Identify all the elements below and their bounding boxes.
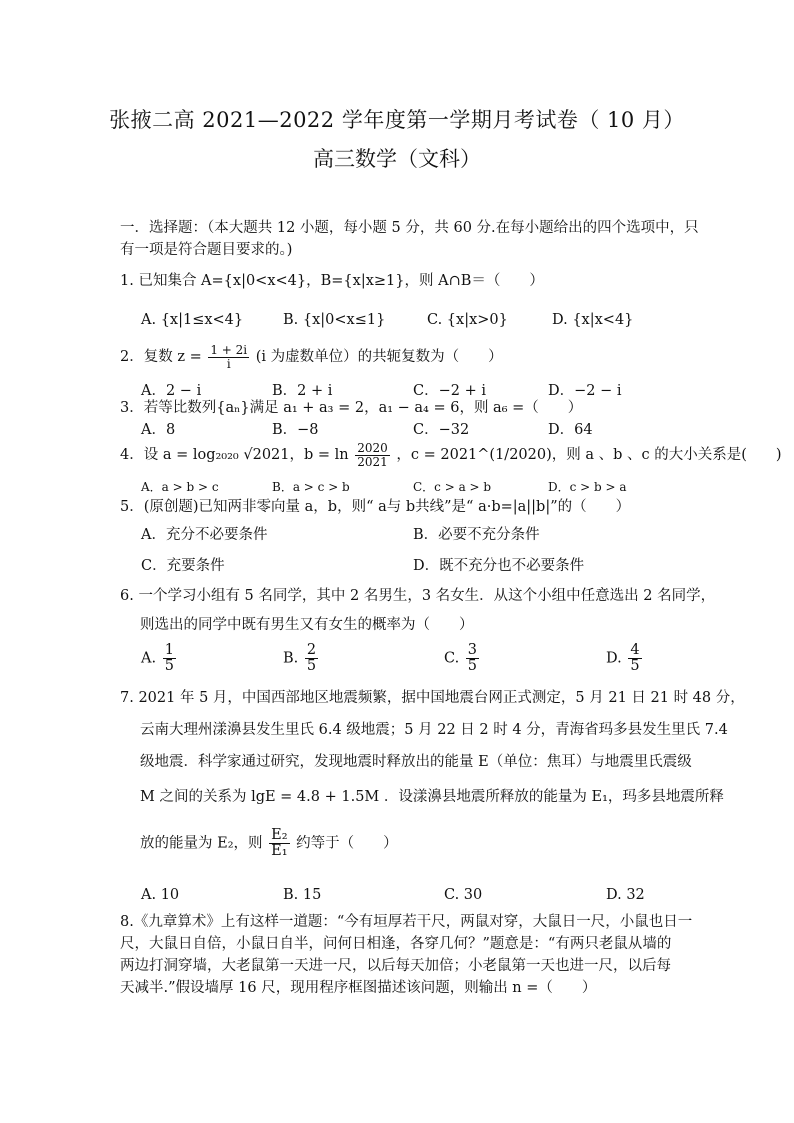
- q2-option-c: C．−2 + i: [413, 383, 486, 399]
- q7-option-a: A. 10: [141, 887, 180, 903]
- q5-option-b: B．必要不充分条件: [413, 527, 540, 543]
- q7-energy-ratio: [269, 828, 289, 859]
- section-header-line2: 有一项是符合题目要求的。): [120, 242, 293, 258]
- q2-option-a: A．2 − i: [141, 383, 202, 399]
- q6-option-b-label: B.: [283, 650, 299, 667]
- q1-option-d: D. {x|x<4}: [552, 312, 634, 328]
- q1-option-c: C. {x|x>0}: [427, 312, 508, 328]
- section-header-line1: 一．选择题：（本大题共 12 小题，每小题 5 分，共 60 分.在每小题给出的四个选项中，只: [120, 220, 699, 236]
- q6-line2: 则选出的同学中既有男生又有女生的概率为（ ）: [140, 617, 474, 633]
- q4-option-b: B．a > c > b: [272, 480, 350, 494]
- q3-option-a: A．8: [141, 422, 176, 438]
- q6-option-c-label: C.: [444, 650, 460, 667]
- q6-option-d-numerator: 4: [630, 642, 640, 658]
- q4-prefix: 4．设 a = log₂₀₂₀ √2021，b = ln: [120, 447, 349, 464]
- q2-stem: [120, 344, 675, 370]
- q7-ratio-numerator: E₂: [271, 827, 288, 843]
- q6-option-a-fraction: [163, 643, 176, 674]
- q7-option-c: C. 30: [444, 887, 483, 903]
- q1-stem: 1. 已知集合 A={x|0<x<4}，B={x|x≥1}，则 A∩B＝（ ）: [120, 273, 544, 289]
- q6-option-d-fraction: [628, 643, 641, 674]
- q4-option-c: C．c > a > b: [413, 480, 492, 494]
- q6-option-b-fraction: [305, 643, 318, 674]
- q6-option-c-fraction: [466, 643, 479, 674]
- q7-line5: [140, 828, 695, 859]
- q2-fraction-denominator: i: [226, 356, 231, 371]
- q6-option-a-numerator: 1: [164, 642, 174, 658]
- q2-option-d: D．−2 − i: [548, 383, 622, 399]
- exam-subtitle: 高三数学（文科）: [313, 147, 481, 171]
- q3-option-d: D．64: [548, 422, 593, 438]
- q7-ratio-denominator: E₁: [271, 843, 288, 860]
- q5-option-a: A．充分不必要条件: [141, 527, 268, 543]
- q5-option-c: C．充要条件: [141, 558, 225, 574]
- q6-option-d-denominator: 5: [630, 658, 640, 675]
- q3-option-c: C．−32: [413, 422, 470, 438]
- q7-option-d: D. 32: [606, 887, 645, 903]
- q6-option-c: [444, 643, 481, 674]
- q7-line5-prefix: 放的能量为 E₂，则: [140, 835, 263, 852]
- q3-stem: 3．若等比数列{aₙ}满足 a₁ + a₃ = 2，a₁ − a₄ = 6，则 a₆ =（ ）: [120, 400, 583, 416]
- q4-option-d: D．c > b > a: [548, 480, 627, 494]
- q6-option-a: [141, 643, 178, 674]
- q6-option-a-label: A.: [141, 650, 157, 667]
- q8-line1: 8.《九章算术》上有这样一道题：“今有垣厚若干尺，两鼠对穿，大鼠日一尺，小鼠也日一: [120, 914, 693, 930]
- q6-line1: 6. 一个学习小组有 5 名同学，其中 2 名男生，3 名女生．从这个小组中任意选出 2 名同学，: [120, 588, 716, 604]
- q8-line3: 两边打洞穿墙，大老鼠第一天进一尺，以后每天加倍；小老鼠第一天也进一尺，以后每: [120, 958, 671, 974]
- q6-option-b-denominator: 5: [306, 658, 317, 675]
- q5-stem: 5．(原创题)已知两非零向量 a，b，则“ a与 b共线”是“ a·b=|a||b|”的（ ）: [120, 499, 631, 515]
- q7-line5-suffix: 约等于（ ）: [296, 835, 398, 852]
- q6-option-c-numerator: 3: [467, 642, 478, 658]
- exam-title: 张掖二高 2021—2022 学年度第一学期月考试卷（ 10 月）: [109, 108, 685, 132]
- q2-prefix: 2．复数 z =: [120, 349, 202, 366]
- q7-line1: 7. 2021 年 5 月，中国西部地区地震频繁，据中国地震台网正式测定，5 月 21 日 21 时 48 分，: [120, 690, 745, 706]
- q2-option-b: B．2 + i: [272, 383, 333, 399]
- q6-option-b: [283, 643, 320, 674]
- q6-option-d: [606, 643, 644, 674]
- q6-option-b-numerator: 2: [306, 642, 317, 658]
- q6-option-c-denominator: 5: [467, 658, 478, 675]
- q4-suffix: ，c = 2021^(1/2020)，则 a 、b 、c 的大小关系是( ): [396, 447, 782, 464]
- q5-option-d: D．既不充分也不必要条件: [413, 558, 585, 574]
- q7-line3: 级地震．科学家通过研究，发现地震时释放出的能量 E（单位：焦耳）与地震里氏震级: [140, 754, 692, 770]
- q4-option-a: A．a > b > c: [141, 480, 219, 494]
- q4-fraction-numerator: 2020: [357, 441, 388, 455]
- q6-option-d-label: D.: [606, 650, 622, 667]
- q7-option-b: B. 15: [283, 887, 322, 903]
- q2-fraction: [208, 344, 249, 370]
- q7-line2: 云南大理州漾濞县发生里氏 6.4 级地震；5 月 22 日 2 时 4 分，青海省玛多县发生里氏 7.4: [140, 722, 728, 738]
- q8-line4: 天减半.”假设墙厚 16 尺，现用程序框图描述该问题，则输出 n =（ ）: [120, 980, 597, 996]
- q3-option-b: B．−8: [272, 422, 319, 438]
- q4-fraction: [355, 442, 390, 468]
- q6-option-a-denominator: 5: [164, 658, 174, 675]
- q1-option-a: A. {x|1≤x<4}: [141, 312, 244, 328]
- q7-line4: M 之间的关系为 lgE = 4.8 + 1.5M ．设漾濞县地震所释放的能量为 E₁，玛多县地震所释: [140, 789, 724, 805]
- q2-fraction-numerator: 1 + 2i: [210, 343, 248, 357]
- q1-option-b: B. {x|0<x≤1}: [283, 312, 386, 328]
- q4-stem: [120, 441, 782, 469]
- q8-line2: 尺，大鼠日自倍，小鼠日自半，问何日相逢，各穿几何？”题意是：“有两只老鼠从墙的: [120, 936, 672, 952]
- q2-suffix: (i 为虚数单位）的共轭复数为（ ）: [255, 349, 503, 366]
- q4-fraction-denominator: 2021: [357, 454, 388, 469]
